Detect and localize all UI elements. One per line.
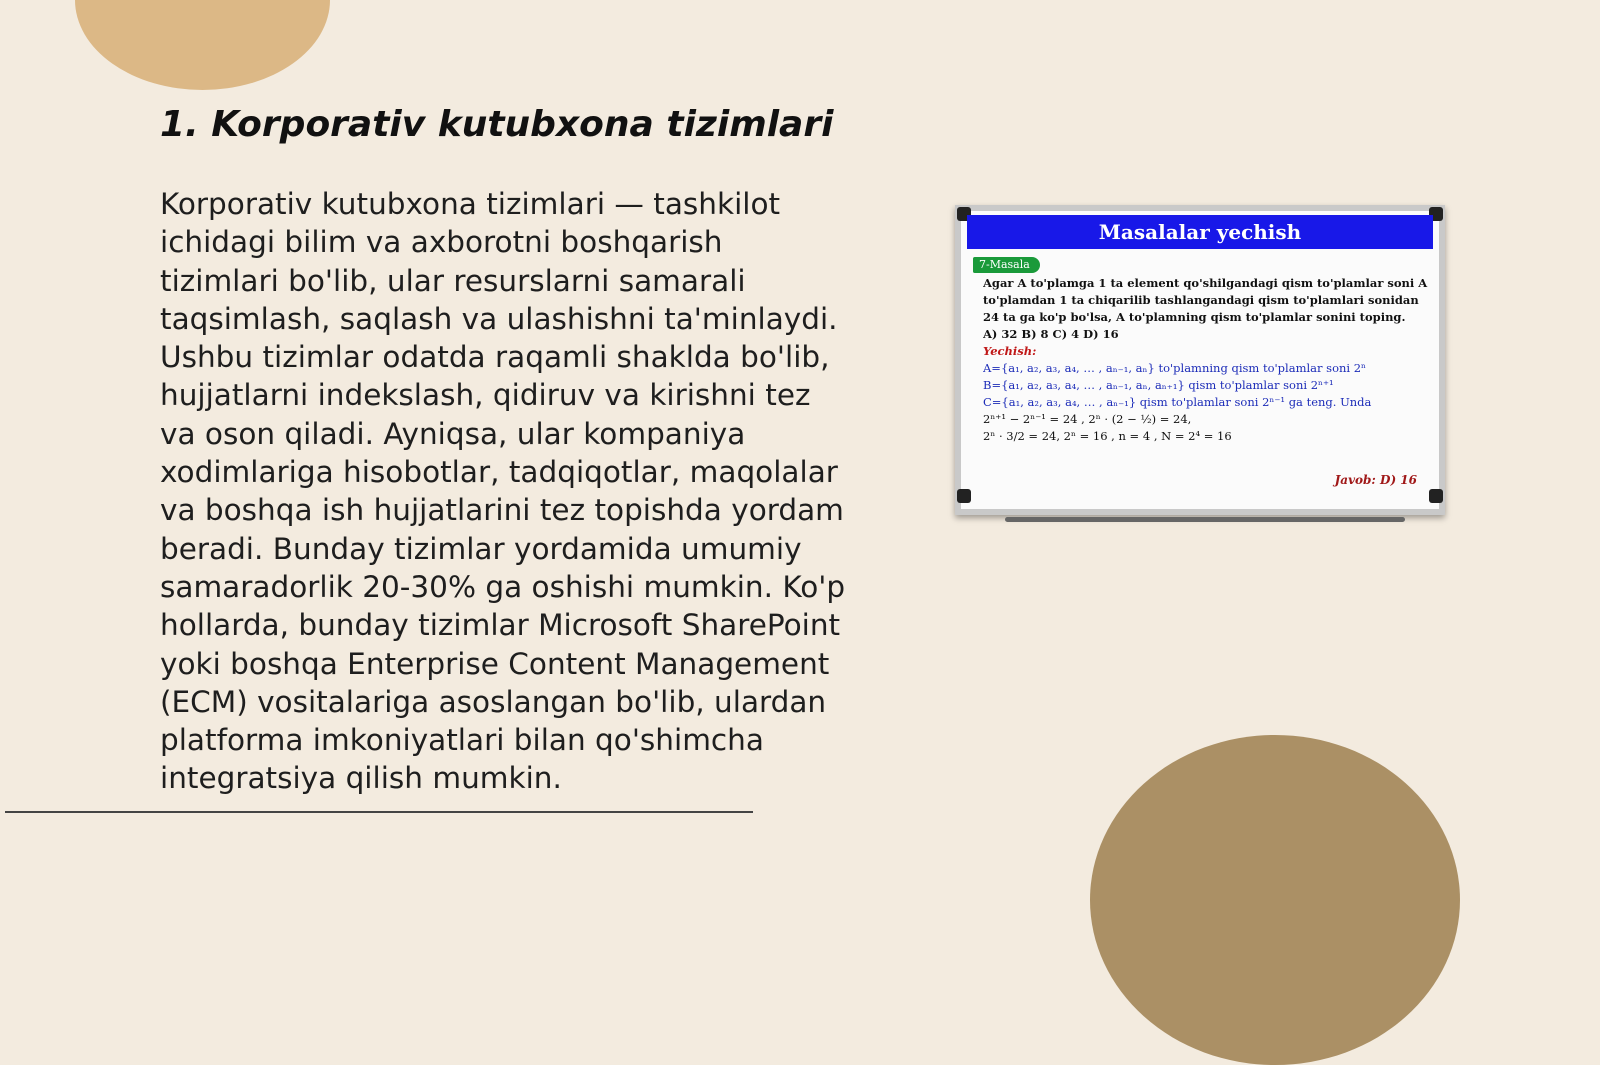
whiteboard-image <box>955 205 1445 520</box>
solution-label: Yechish: <box>983 344 1037 358</box>
whiteboard-header: Masalalar yechish <box>967 215 1433 249</box>
decorative-circle-top <box>75 0 330 90</box>
slide-title: 1. Korporativ kutubxona tizimlari <box>160 104 834 145</box>
problem-line: 24 ta ga ko'p bo'lsa, A to'plamning qism to'plamlar sonini toping. <box>983 310 1406 324</box>
horizontal-rule <box>5 811 753 813</box>
answer-options: A) 32 B) 8 C) 4 D) 16 <box>983 327 1119 341</box>
answer-text: Javob: D) 16 <box>1334 473 1417 487</box>
solution-line: A={a₁, a₂, a₃, a₄, … , aₙ₋₁, aₙ} to'plamning qism to'plamlar soni 2ⁿ <box>983 361 1367 375</box>
problem-line: Agar A to'plamga 1 ta element qo'shilgandagi qism to'plamlar soni A <box>983 276 1428 290</box>
equation-line: 2ⁿ⁺¹ − 2ⁿ⁻¹ = 24 , 2ⁿ · (2 − ½) = 24, <box>983 412 1192 426</box>
equation-line: 2ⁿ · 3/2 = 24, 2ⁿ = 16 , n = 4 , N = 2⁴ = 16 <box>983 429 1232 443</box>
whiteboard-tray <box>1005 517 1405 522</box>
solution-line: C={a₁, a₂, a₃, a₄, … , aₙ₋₁} qism to'plamlar soni 2ⁿ⁻¹ ga teng. Unda <box>983 395 1372 409</box>
problem-tag: 7-Masala <box>973 257 1040 273</box>
problem-line: to'plamdan 1 ta chiqarilib tashlangandagi qism to'plamlari sonidan <box>983 293 1419 307</box>
decorative-circle-bottom <box>1090 735 1460 1065</box>
solution-line: B={a₁, a₂, a₃, a₄, … , aₙ₋₁, aₙ, aₙ₊₁} qism to'plamlar soni 2ⁿ⁺¹ <box>983 378 1334 392</box>
problem-text <box>983 275 1428 445</box>
frame-corner <box>1429 489 1443 503</box>
slide-body-text: Korporativ kutubxona tizimlari — tashkilot ichidagi bilim va axborotni boshqarish tizimlari bo'lib, ular resurslarni samarali taqsimlash, saqlash va ulashishni ta'minlaydi. Ushbu tizimlar odatda raqamli shaklda bo'lib, hujjatlarni indekslash, qidiruv va kirishni tez va oson qiladi. Ayniqsa, ular kompaniya xodimlariga hisobotlar, tadqiqotlar, maqolalar va boshqa ish hujjatlarini tez topishda yordam beradi. Bunday tizimlar yordamida umumiy samaradorlik 20-30% ga oshishi mumkin. Ko'p hollarda, bunday tizimlar Microsoft SharePoint yoki boshqa Enterprise Content Management (ECM) vositalariga asoslangan bo'lib, ulardan platforma imkoniyatlari bilan qo'shimcha integratsiya qilish mumkin. <box>160 187 846 796</box>
frame-corner <box>957 489 971 503</box>
